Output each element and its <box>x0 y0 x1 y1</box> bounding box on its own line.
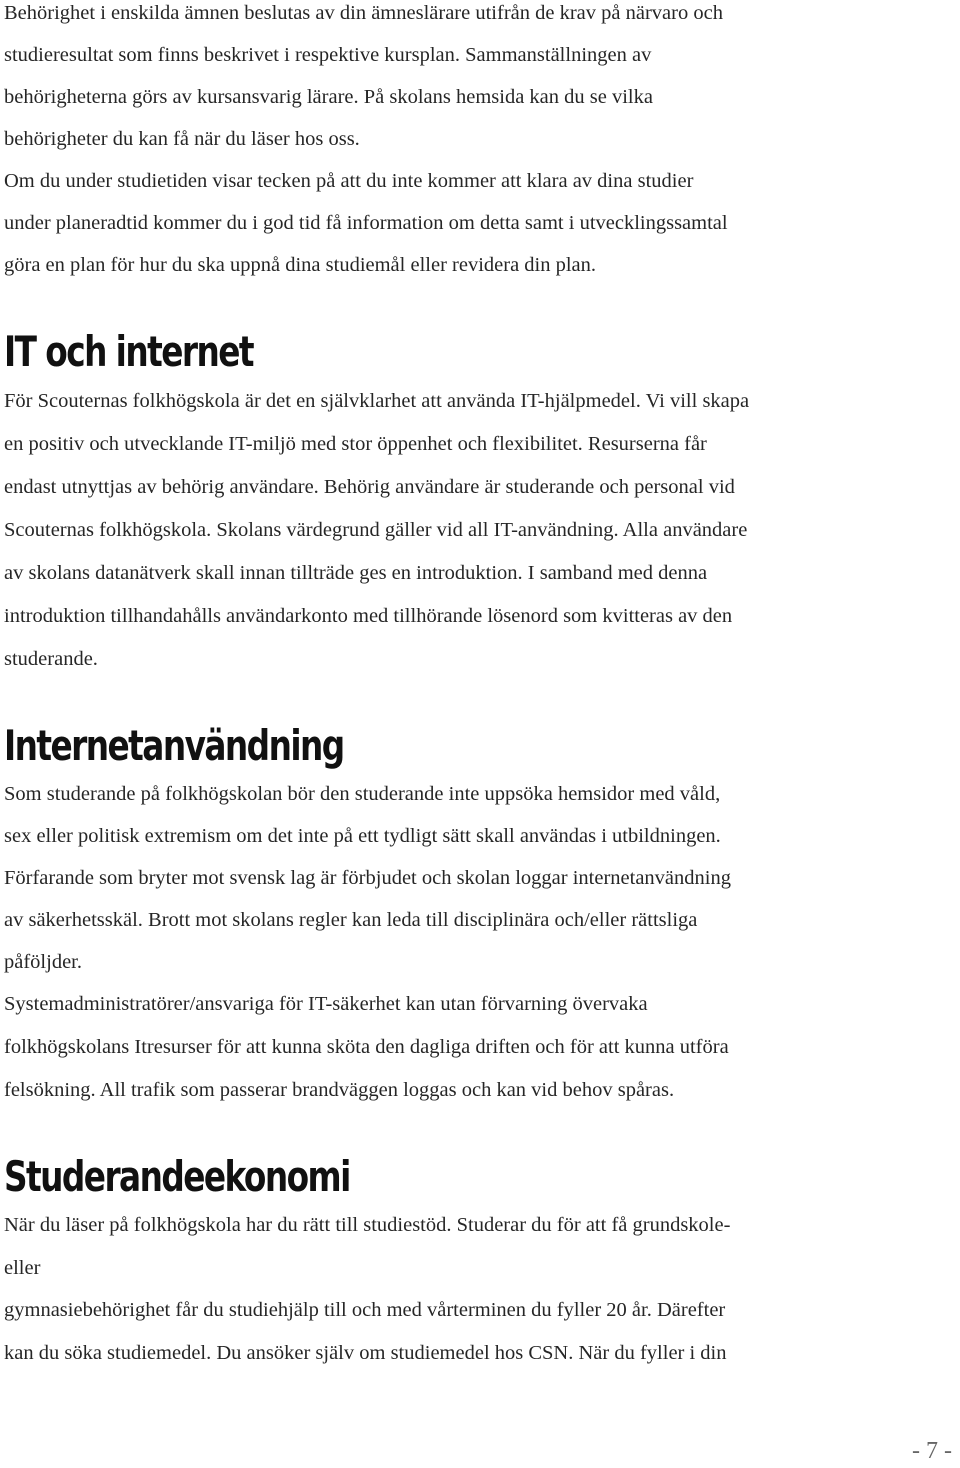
body-text-line: under planeradtid kommer du i god tid få information om detta samt i utvecklingssamtal <box>4 212 728 234</box>
body-text-line: göra en plan för hur du ska uppnå dina studiemål eller revidera din plan. <box>4 254 597 276</box>
body-text-line: När du läser på folkhögskola har du rätt till studiestöd. Studerar du för att få grundskole- <box>4 1214 731 1236</box>
body-text-line: Förfarande som bryter mot svensk lag är förbjudet och skolan loggar internetanvändning <box>4 867 731 889</box>
body-text-line: en positiv och utvecklande IT-miljö med stor öppenhet och flexibilitet. Resurserna får <box>4 433 707 455</box>
body-text-line: endast utnyttjas av behörig användare. Behörig användare är studerande och personal vid <box>4 476 735 498</box>
section-heading-economy: Studerandeekonomi <box>4 1152 350 1201</box>
page-number: - 7 - <box>912 1438 952 1464</box>
body-text-line: eller <box>4 1257 41 1279</box>
body-text-line: behörigheterna görs av kursansvarig lärare. På skolans hemsida kan du se vilka <box>4 86 653 108</box>
body-text-line: påföljder. <box>4 951 82 973</box>
body-text-line: Om du under studietiden visar tecken på att du inte kommer att klara av dina studier <box>4 170 694 192</box>
body-text-line: Behörighet i enskilda ämnen beslutas av din ämneslärare utifrån de krav på närvaro och <box>4 2 723 24</box>
body-text-line: Systemadministratörer/ansvariga för IT-säkerhet kan utan förvarning övervaka <box>4 993 648 1015</box>
body-text-line: Som studerande på folkhögskolan bör den studerande inte uppsöka hemsidor med våld, <box>4 783 721 805</box>
body-text-line: För Scouternas folkhögskola är det en självklarhet att använda IT-hjälpmedel. Vi vill skapa <box>4 390 750 412</box>
body-text-line: sex eller politisk extremism om det inte på ett tydligt sätt skall användas i utbildningen. <box>4 825 721 847</box>
body-text-line: gymnasiebehörighet får du studiehjälp till och med vårterminen du fyller 20 år. Därefter <box>4 1299 726 1321</box>
section-heading-internet: Internetanvändning <box>4 721 344 770</box>
section-heading-it: IT och internet <box>4 327 253 376</box>
body-text-line: studerande. <box>4 648 98 670</box>
body-text-line: Scouternas folkhögskola. Skolans värdegrund gäller vid all IT-användning. Alla användare <box>4 519 748 541</box>
body-text-line: studieresultat som finns beskrivet i respektive kursplan. Sammanställningen av <box>4 44 652 66</box>
body-text-line: introduktion tillhandahålls användarkonto med tillhörande lösenord som kvitteras av den <box>4 605 733 627</box>
body-text-line: av skolans datanätverk skall innan tillträde ges en introduktion. I samband med denna <box>4 562 708 584</box>
body-text-line: folkhögskolans Itresurser för att kunna sköta den dagliga driften och för att kunna utföra <box>4 1036 729 1058</box>
body-text-line: felsökning. All trafik som passerar brandväggen loggas och kan vid behov spåras. <box>4 1079 675 1101</box>
body-text-line: av säkerhetsskäl. Brott mot skolans regler kan leda till disciplinära och/eller rättsliga <box>4 909 698 931</box>
body-text-line: behörigheter du kan få när du läser hos oss. <box>4 128 360 150</box>
body-text-line: kan du söka studiemedel. Du ansöker själv om studiemedel hos CSN. När du fyller i din <box>4 1342 727 1364</box>
